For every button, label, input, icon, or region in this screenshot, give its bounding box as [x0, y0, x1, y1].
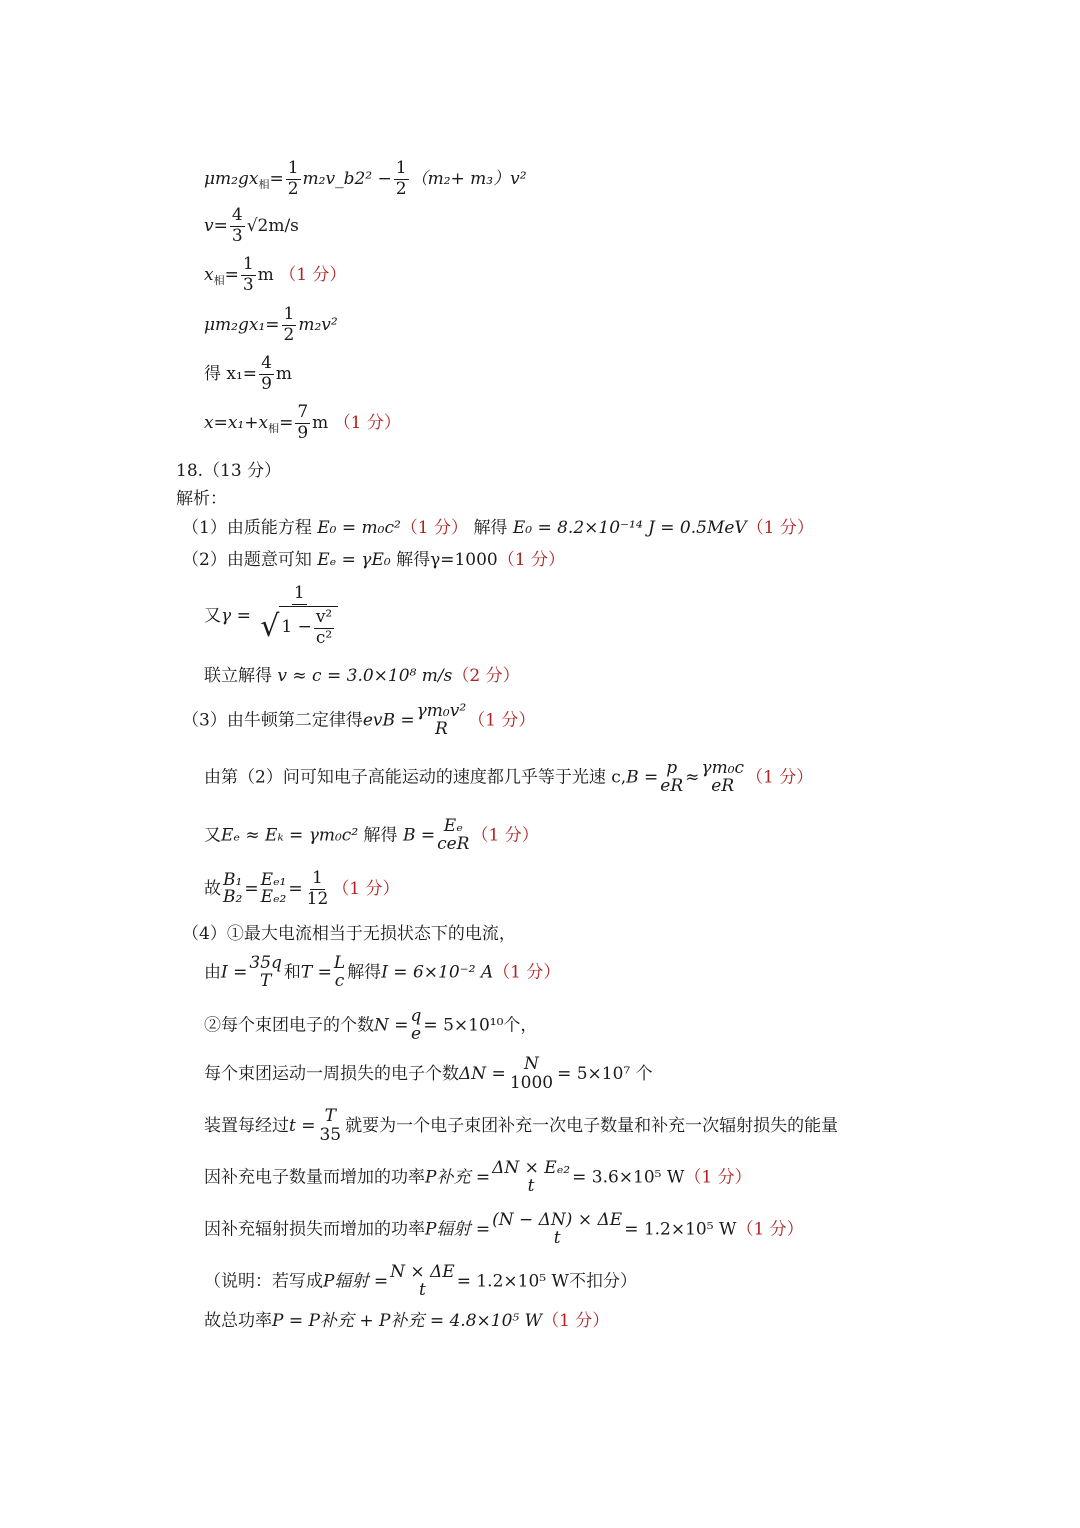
eq-momentum-energy: $\mu m_2gx_相=$ $\frac{1}{2}$ m₂v_b2² − $\frac{1}{2}$ （m₂+ m₃）v² — [204, 158, 527, 199]
eq-x-relative: $x_相=$ $\frac{1}{3}$ m （1 分） — [204, 254, 347, 295]
fraction: $\frac{1}{2}$ — [287, 158, 299, 199]
eq-x1-result: 得 x₁= $\frac{4}{9}$ m — [204, 353, 293, 394]
q4-c-line: 每个束团运动一周损失的电子个数ΔN = N 1000 = 5×10⁷ 个 — [204, 1054, 653, 1093]
q3-b-line: 由第（2）问可知电子高能运动的速度都几乎等于光速 c,B = p eR ≈ γm₀c eR （1 分） — [204, 758, 814, 796]
score-mark: （1 分） — [333, 412, 401, 433]
q4-d-line: 装置每经过t = T 35 就要为一个电子束团补充一次电子数量和补充一次辐射损失的能量 — [204, 1106, 839, 1145]
analysis-label: 解析： — [176, 489, 227, 509]
q2-line: （2）由题意可知 Eₑ = γE₀ 解得γ=1000（1 分） — [182, 550, 565, 570]
question-heading: 18.（13 分） — [176, 461, 282, 481]
eq-x1: μm₂gx₁= $\frac{1}{2}$ m₂v² — [204, 304, 338, 345]
q2-result: 联立解得 v ≈ c = 3.0×10⁸ m/s（2 分） — [204, 666, 520, 686]
q4-line: （4）①最大电流相当于无损状态下的电流， — [182, 924, 516, 944]
q3-d-line: 故 B₁ B₂ = Eₑ₁ Eₑ₂ = $\frac{1}{12}$ （1 分） — [204, 868, 400, 909]
eq-x-total: $x=x_1+x_相=$ $\frac{7}{9}$ m （1 分） — [204, 402, 401, 443]
q2-gamma: 又γ = 1 √ 1 − $\frac{\text{v²}}{\text{c²}}$ — [204, 585, 342, 648]
score-mark: （1 分） — [279, 264, 347, 285]
q3-line: （3）由牛顿第二定律得evB = γm₀v² R （1 分） — [182, 701, 536, 739]
q4-b-line: ②每个束团电子的个数N = q e = 5×10¹⁰个， — [204, 1006, 538, 1044]
q3-c-line: 又Eₑ ≈ Eₖ = γm₀c² 解得 B = Eₑ ceR （1 分） — [204, 816, 539, 854]
q1-line: （1）由质能方程 E₀ = m₀c²（1 分） 解得 E₀ = 8.2×10⁻¹⁴ J = 0.5MeV（1 分） — [182, 518, 814, 538]
q4-g-note: （说明：若写成P辐射 = N × ΔE t = 1.2×10⁵ W不扣分） — [204, 1262, 637, 1300]
q4-a-line: 由I = 35q T 和T = L c 解得I = 6×10⁻² A（1 分） — [204, 953, 561, 991]
q4-e-line: 因补充电子数量而增加的功率P补充 = ΔN × Eₑ₂ t = 3.6×10⁵ W（1 分） — [204, 1158, 752, 1196]
eq-velocity: v= $\frac{4}{3}$ √2m/s — [204, 205, 299, 246]
q4-f-line: 因补充辐射损失而增加的功率P辐射 = (N − ΔN) × ΔE t = 1.2×10⁵ W（1 分） — [204, 1210, 804, 1248]
q4-h-line: 故总功率P = P补充 + P补充 = 4.8×10⁵ W（1 分） — [204, 1311, 610, 1331]
fraction: $\frac{1}{2}$ — [395, 158, 407, 199]
